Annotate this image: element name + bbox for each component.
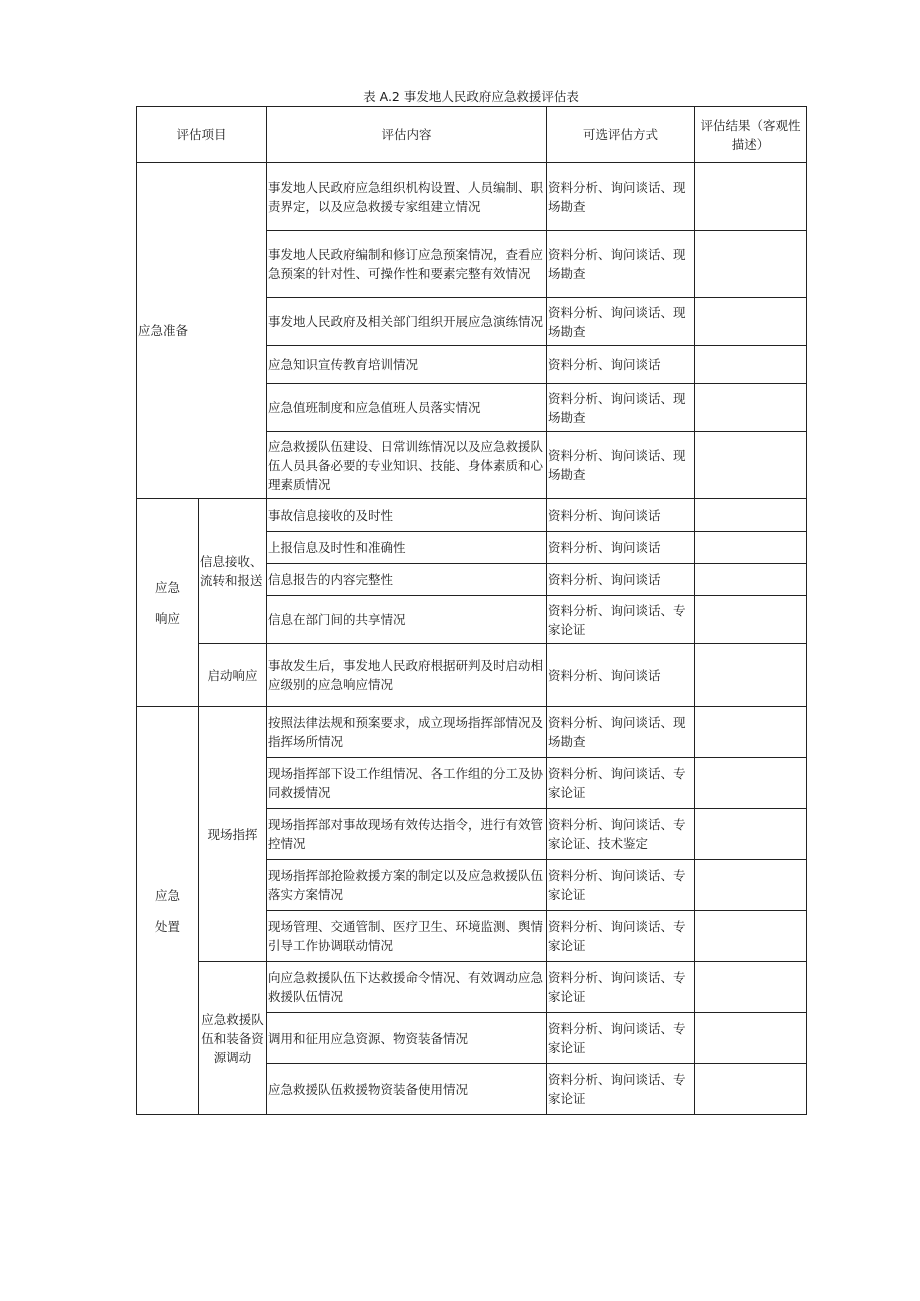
header-row (137, 107, 807, 163)
content-cell: 事发地人民政府及相关部门组织开展应急演练情况 (267, 298, 547, 346)
result-cell[interactable] (695, 644, 807, 707)
method-cell: 资料分析、询问谈话 (547, 346, 695, 384)
result-cell[interactable] (695, 432, 807, 499)
result-cell[interactable] (695, 499, 807, 532)
method-cell: 资料分析、询问谈话 (547, 532, 695, 564)
sub-site-label: 现场指挥 (199, 707, 267, 962)
result-cell[interactable] (695, 809, 807, 860)
table-row (137, 962, 807, 1013)
method-cell: 资料分析、询问谈话 (547, 644, 695, 707)
method-cell: 资料分析、询问谈话、专家论证 (547, 860, 695, 911)
section-resp-label (137, 499, 199, 707)
section-disp-label (137, 707, 199, 1115)
header-item: 评估项目 (137, 107, 267, 163)
result-cell[interactable] (695, 346, 807, 384)
table-caption: 表 A.2 事发地人民政府应急救援评估表 (363, 89, 579, 104)
result-cell[interactable] (695, 860, 807, 911)
content-cell: 向应急救援队伍下达救援命令情况、有效调动应急救援队伍情况 (267, 962, 547, 1013)
result-cell[interactable] (695, 298, 807, 346)
method-cell: 资料分析、询问谈话、专家论证 (547, 758, 695, 809)
method-cell: 资料分析、询问谈话、专家论证 (547, 1013, 695, 1064)
table-row (137, 644, 807, 707)
method-cell: 资料分析、询问谈话、现场勘查 (547, 163, 695, 231)
content-cell: 按照法律法规和预案要求，成立现场指挥部情况及指挥场所情况 (267, 707, 547, 758)
section-resp-label-line1: 应急 (154, 579, 180, 595)
header-method: 可选评估方式 (547, 107, 695, 163)
result-cell[interactable] (695, 231, 807, 298)
table-row (137, 163, 807, 231)
content-cell: 上报信息及时性和准确性 (267, 532, 547, 564)
method-cell: 资料分析、询问谈话、现场勘查 (547, 384, 695, 432)
result-cell[interactable] (695, 163, 807, 231)
method-cell: 资料分析、询问谈话、现场勘查 (547, 432, 695, 499)
content-cell: 现场指挥部对事故现场有效传达指令，进行有效管控情况 (267, 809, 547, 860)
content-cell: 信息报告的内容完整性 (267, 564, 547, 596)
method-cell: 资料分析、询问谈话、专家论证 (547, 911, 695, 962)
method-cell: 资料分析、询问谈话、专家论证 (547, 962, 695, 1013)
content-cell: 应急救援队伍建设、日常训练情况以及应急救援队伍人员具备必要的专业知识、技能、身体素质和心理素质情况 (267, 432, 547, 499)
result-cell[interactable] (695, 384, 807, 432)
section-prep-label: 应急准备 (137, 163, 267, 499)
content-cell: 事故发生后，事发地人民政府根据研判及时启动相应级别的应急响应情况 (267, 644, 547, 707)
sub-team-label: 应急救援队伍和装备资源调动 (199, 962, 267, 1115)
section-disp-label-line2: 处置 (154, 918, 180, 934)
result-cell[interactable] (695, 707, 807, 758)
method-cell: 资料分析、询问谈话、现场勘查 (547, 298, 695, 346)
method-cell: 资料分析、询问谈话、专家论证、技术鉴定 (547, 809, 695, 860)
method-cell: 资料分析、询问谈话、专家论证 (547, 1064, 695, 1115)
result-cell[interactable] (695, 564, 807, 596)
header-content: 评估内容 (267, 107, 547, 163)
sub-info-label: 信息接收、流转和报送 (199, 499, 267, 644)
result-cell[interactable] (695, 1013, 807, 1064)
content-cell: 事发地人民政府编制和修订应急预案情况，查看应急预案的针对性、可操作性和要素完整有效情况 (267, 231, 547, 298)
sub-start-label: 启动响应 (199, 644, 267, 707)
evaluation-table (136, 106, 807, 1115)
table-row (137, 707, 807, 758)
method-cell: 资料分析、询问谈话 (547, 564, 695, 596)
content-cell: 应急知识宣传教育培训情况 (267, 346, 547, 384)
result-cell[interactable] (695, 911, 807, 962)
content-cell: 调用和征用应急资源、物资装备情况 (267, 1013, 547, 1064)
section-disp-label-line1: 应急 (154, 887, 180, 903)
content-cell: 信息在部门间的共享情况 (267, 596, 547, 644)
method-cell: 资料分析、询问谈话、现场勘查 (547, 231, 695, 298)
content-cell: 应急值班制度和应急值班人员落实情况 (267, 384, 547, 432)
result-cell[interactable] (695, 532, 807, 564)
content-cell: 事发地人民政府应急组织机构设置、人员编制、职责界定，以及应急救援专家组建立情况 (267, 163, 547, 231)
section-resp-label-line2: 响应 (154, 610, 180, 626)
method-cell: 资料分析、询问谈话、现场勘查 (547, 707, 695, 758)
method-cell: 资料分析、询问谈话 (547, 499, 695, 532)
header-result: 评估结果（客观性描述） (695, 107, 807, 163)
content-cell: 现场指挥部抢险救援方案的制定以及应急救援队伍落实方案情况 (267, 860, 547, 911)
content-cell: 现场管理、交通管制、医疗卫生、环境监测、舆情引导工作协调联动情况 (267, 911, 547, 962)
result-cell[interactable] (695, 1064, 807, 1115)
content-cell: 现场指挥部下设工作组情况、各工作组的分工及协同救援情况 (267, 758, 547, 809)
result-cell[interactable] (695, 758, 807, 809)
result-cell[interactable] (695, 962, 807, 1013)
content-cell: 应急救援队伍救援物资装备使用情况 (267, 1064, 547, 1115)
method-cell: 资料分析、询问谈话、专家论证 (547, 596, 695, 644)
result-cell[interactable] (695, 596, 807, 644)
table-row (137, 499, 807, 532)
content-cell: 事故信息接收的及时性 (267, 499, 547, 532)
